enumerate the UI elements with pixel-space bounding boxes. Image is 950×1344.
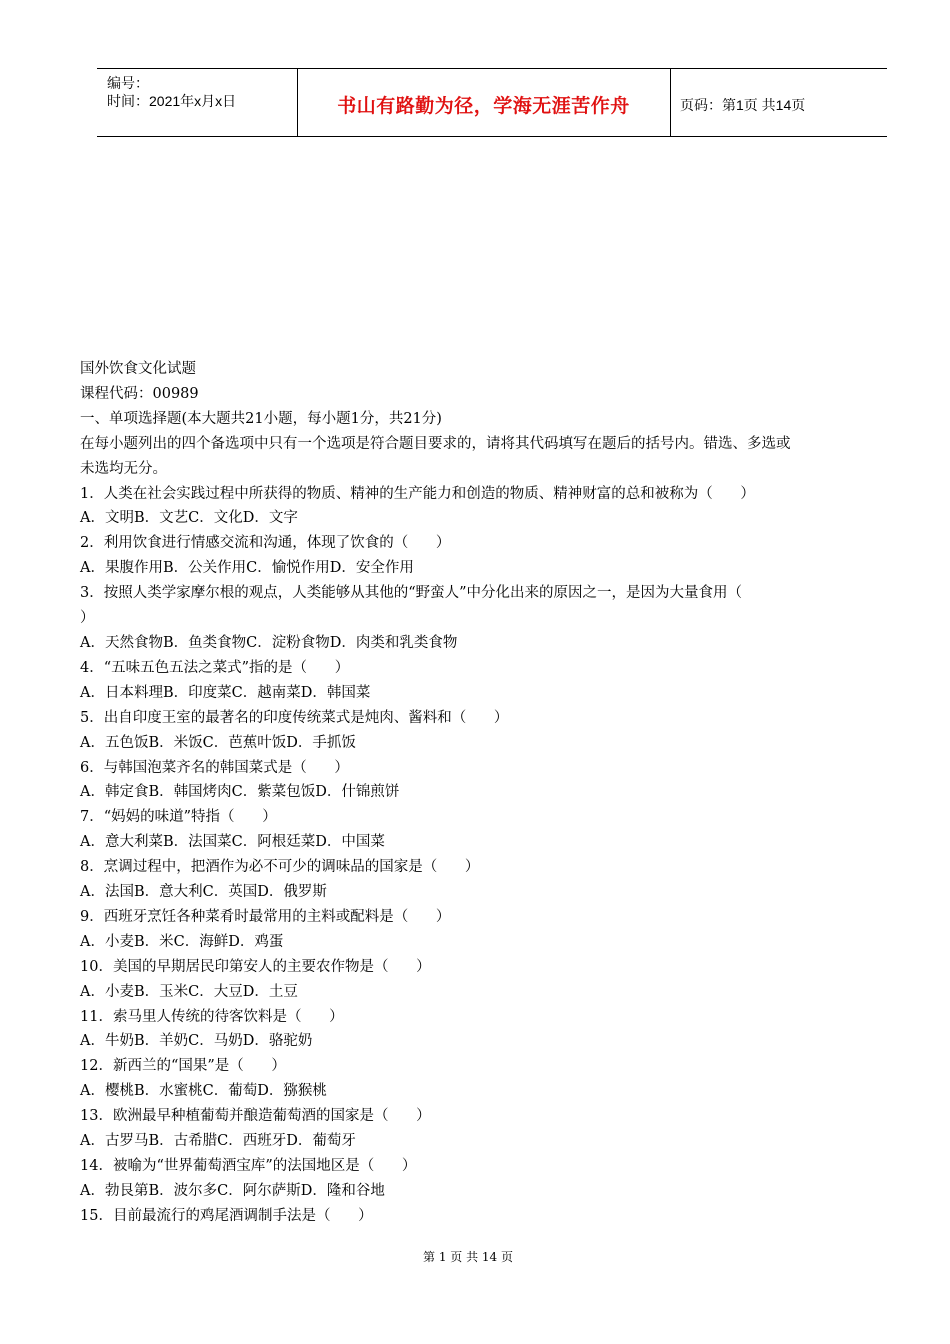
document-line: A．牛奶B．羊奶C．马奶D．骆驼奶	[80, 1033, 313, 1050]
document-line: 5．出自印度王室的最著名的印度传统菜式是炖肉、酱料和（ ）	[80, 709, 509, 726]
document-line: 12．新西兰的“国果”是（ ）	[80, 1058, 286, 1075]
document-line: 课程代码：00989	[80, 385, 199, 402]
document-line: A．天然食物B．鱼类食物C．淀粉食物D．肉类和乳类食物	[80, 634, 458, 651]
document-line: 10．美国的早期居民印第安人的主要农作物是（ ）	[80, 958, 431, 975]
document-line: A．勃艮第B．波尔多C．阿尔萨斯D．隆和谷地	[80, 1182, 385, 1199]
document-line: 11．索马里人传统的待客饮料是（ ）	[80, 1008, 344, 1025]
document-line: A．五色饭B．米饭C．芭蕉叶饭D．手抓饭	[80, 734, 356, 751]
document-line: A．樱桃B．水蜜桃C．葡萄D．猕猴桃	[80, 1083, 327, 1100]
document-line: 7．“妈妈的味道”特指（ ）	[80, 809, 277, 826]
document-line: A．日本料理B．印度菜C．越南菜D．韩国菜	[80, 684, 371, 701]
document-line: A．小麦B．米C．海鲜D．鸡蛋	[80, 933, 284, 950]
document-line: 4．“五味五色五法之菜式”指的是（ ）	[80, 659, 350, 676]
header-page-cell	[671, 69, 887, 136]
document-line: 9．西班牙烹饪各种菜肴时最常用的主料或配料是（ ）	[80, 908, 451, 925]
document-line: 6．与韩国泡菜齐名的韩国菜式是（ ）	[80, 759, 349, 776]
code-label: 编号：	[107, 75, 149, 91]
document-line: A．古罗马B．古希腊C．西班牙D．葡萄牙	[80, 1133, 356, 1150]
page-footer	[0, 1248, 950, 1265]
time-label: 时间：2021年x月x日	[107, 93, 237, 109]
footer-page-number: 第 1 页 共 14 页	[423, 1250, 513, 1264]
document-line: 1．人类在社会实践过程中所获得的物质、精神的生产能力和创造的物质、精神财富的总和被称为（ ）	[80, 485, 755, 502]
document-line: 未选均无分。	[80, 460, 167, 477]
motto: 书山有路勤为径，学海无涯苦作舟	[337, 95, 630, 117]
document-line: ）	[80, 610, 95, 627]
document-line: A．果腹作用B．公关作用C．愉悦作用D．安全作用	[80, 560, 414, 577]
document-line: 2．利用饮食进行情感交流和沟通，体现了饮食的（ ）	[80, 535, 451, 552]
header-motto-cell	[298, 69, 669, 136]
document-line: A．意大利菜B．法国菜C．阿根廷菜D．中国菜	[80, 834, 385, 851]
document-line: 国外饮食文化试题	[80, 361, 196, 377]
page-label: 页码：第1页 共14页	[680, 97, 806, 113]
document-line: 一、单项选择题(本大题共21小题，每小题1分，共21分)	[80, 410, 442, 427]
document-line: A．法国B．意大利C．英国D．俄罗斯	[80, 884, 327, 901]
document-line: 13．欧洲最早种植葡萄并酿造葡萄酒的国家是（ ）	[80, 1108, 431, 1125]
document-line: 15．目前最流行的鸡尾酒调制手法是（ ）	[80, 1207, 373, 1224]
document-line: 8．烹调过程中，把酒作为必不可少的调味品的国家是（ ）	[80, 859, 480, 876]
document-line: A．小麦B．玉米C．大豆D．土豆	[80, 983, 298, 1000]
document-line: A．文明B．文艺C．文化D．文字	[80, 510, 298, 527]
document-body	[80, 357, 910, 1229]
document-line: 14．被喻为“世界葡萄酒宝库”的法国地区是（ ）	[80, 1158, 417, 1174]
document-line: 3．按照人类学家摩尔根的观点，人类能够从其他的“野蛮人”中分化出来的原因之一，是因为大量食用（	[80, 585, 743, 602]
header-meta	[97, 69, 297, 136]
document-line: A．韩定食B．韩国烤肉C．紫菜包饭D．什锦煎饼	[80, 784, 400, 801]
document-line: 在每小题列出的四个备选项中只有一个选项是符合题目要求的，请将其代码填写在题后的括号内。错选、多选或	[80, 435, 791, 452]
page-header	[97, 68, 887, 137]
